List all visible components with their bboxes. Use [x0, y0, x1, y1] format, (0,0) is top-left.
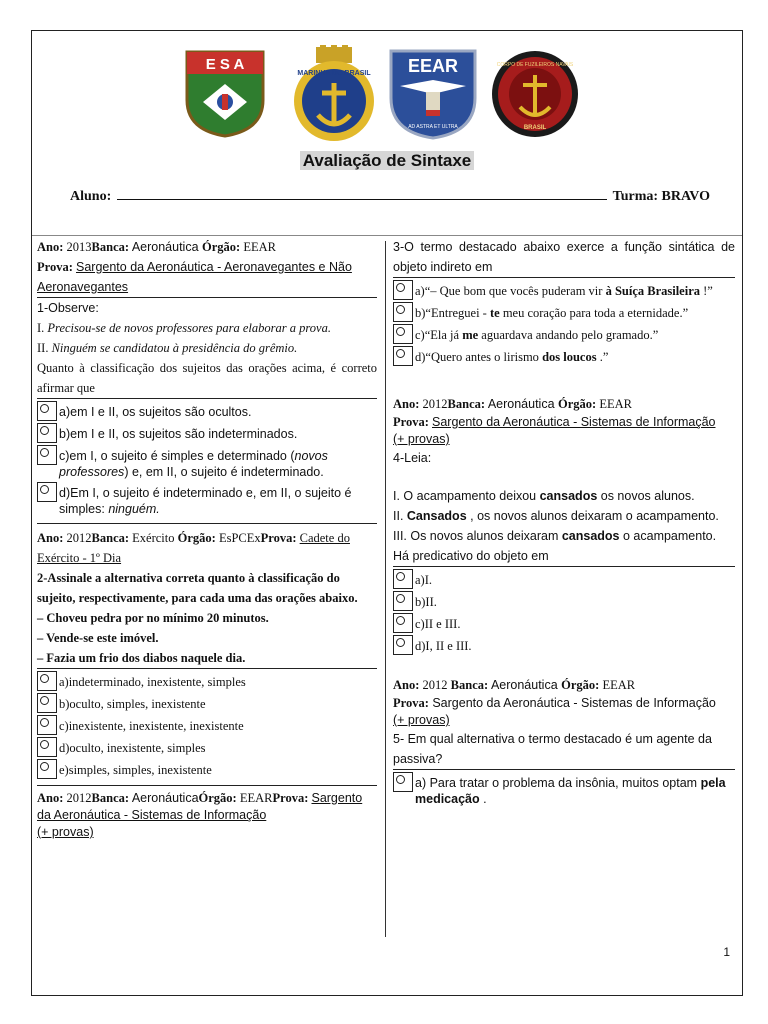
q3-meta: Ano: 2012Banca: AeronáuticaÓrgão: EEARProva: Sargento da Aeronáutica - Sistemas de Informação — [37, 791, 363, 822]
separator — [37, 785, 377, 786]
q3-prova-link[interactable]: Sargento da Aeronáutica - Sistemas de Informação — [37, 791, 363, 822]
logo-row — [32, 45, 742, 145]
fuzileiros-logo-text: CORPO DE FUZILEIROS NAVAIS — [496, 62, 574, 68]
q1-item-1: I. Precisou-se de novos professores para elaborar a prova. — [37, 321, 331, 335]
q2-option-c[interactable]: c)inexistente, inexistente, inexistente — [37, 715, 377, 735]
radio-icon[interactable] — [393, 772, 413, 792]
page-title-text: Avaliação de Sintaxe — [300, 151, 475, 170]
aluno-label: Aluno: — [70, 189, 112, 204]
q4-option-b[interactable]: b)II. — [393, 591, 735, 611]
q3-option-c[interactable]: c)“Ela já me aguardava andando pelo gramado.” — [393, 324, 735, 344]
q1-option-c[interactable]: c)em I, o sujeito é simples e determinado (novos professores) e, em II, o sujeito é indeterminado. — [37, 445, 377, 480]
left-column — [37, 237, 377, 841]
q1-prova: Prova: Sargento da Aeronáutica - Aeronavegantes e Não Aeronavegantes — [37, 257, 377, 298]
q4-option-d[interactable]: d)I, II e III. — [393, 635, 735, 655]
radio-icon[interactable] — [37, 693, 57, 713]
radio-icon[interactable] — [37, 759, 57, 779]
q2-sentence-1: – Choveu pedra por no mínimo 20 minutos. — [37, 611, 269, 625]
radio-icon[interactable] — [37, 445, 57, 465]
q4-option-c[interactable]: c)II e III. — [393, 613, 735, 633]
q1-meta: Ano: 2013Banca: Aeronáutica Órgão: EEAR — [37, 240, 276, 254]
q1-option-b[interactable]: b)em I e II, os sujeitos são indeterminados. — [37, 423, 377, 443]
q1-stem: Quanto à classificação dos sujeitos das orações acima, é correto afirmar que — [37, 358, 377, 399]
radio-icon[interactable] — [37, 715, 57, 735]
q1-item-2: II. Ninguém se candidatou à presidência do grêmio. — [37, 341, 298, 355]
q1-option-a[interactable]: a)em I e II, os sujeitos são ocultos. — [37, 401, 377, 421]
q2-option-b[interactable]: b)oculto, simples, inexistente — [37, 693, 377, 713]
marinha-logo-text: MARINHA DO BRASIL — [297, 70, 371, 77]
q3-option-d[interactable]: d)“Quero antes o lirismo dos loucos .” — [393, 346, 735, 366]
q3-stem: 3-O termo destacado abaixo exerce a função sintática de objeto indireto em — [393, 237, 735, 278]
radio-icon[interactable] — [393, 280, 413, 300]
page-title — [32, 151, 742, 171]
column-divider — [385, 241, 386, 937]
fuzileiros-logo — [490, 49, 580, 139]
aluno-input-line[interactable] — [117, 187, 606, 200]
q4-item-3: III. Os novos alunos deixaram cansados o acampamento. — [393, 529, 717, 543]
q4-option-a[interactable]: a)I. — [393, 569, 735, 589]
radio-icon[interactable] — [393, 324, 413, 344]
q4-header: 4-Leia: — [393, 451, 432, 465]
esa-logo-text: E S A — [205, 56, 245, 73]
q4-item-1: I. O acampamento deixou cansados os novos alunos. — [393, 489, 695, 503]
fuzileiros-sub-text: BRASIL — [523, 125, 547, 131]
q4-more-link[interactable]: (+ provas) — [393, 432, 450, 446]
radio-icon[interactable] — [393, 302, 413, 322]
q2-option-d[interactable]: d)oculto, inexistente, simples — [37, 737, 377, 757]
eear-logo-text: EEAR — [407, 56, 459, 76]
page-number: 1 — [723, 945, 730, 959]
q5-meta: Ano: 2012 Banca: Aeronáutica Órgão: EEAR — [393, 678, 636, 692]
q2-option-a[interactable]: a)indeterminado, inexistente, simples — [37, 671, 377, 691]
esa-logo — [185, 50, 265, 138]
eear-logo — [388, 48, 478, 140]
q1-prova-link[interactable]: Sargento da Aeronáutica - Aeronavegantes e Não Aeronavegantes — [37, 260, 352, 294]
q5-stem: 5- Em qual alternativa o termo destacado é um agente da passiva? — [393, 729, 735, 770]
q4-stem: Há predicativo do objeto em — [393, 546, 735, 567]
radio-icon[interactable] — [37, 482, 57, 502]
page-frame — [31, 30, 743, 996]
q2-prova-link[interactable]: Cadete do Exército - 1º Dia — [37, 531, 350, 565]
q4-item-2: II. Cansados , os novos alunos deixaram o acampamento. — [393, 509, 719, 523]
right-column — [393, 237, 735, 807]
radio-icon[interactable] — [393, 613, 413, 633]
separator — [37, 523, 377, 524]
q3-option-b[interactable]: b)“Entreguei - te meu coração para toda a eternidade.” — [393, 302, 735, 322]
q5-more-link[interactable]: (+ provas) — [393, 713, 450, 727]
q2-sentence-3: – Fazia um frio dos diabos naquele dia. — [37, 648, 377, 669]
q3-option-a[interactable]: a)“– Que bom que vocês puderam vir à Suíça Brasileira !” — [393, 280, 735, 300]
radio-icon[interactable] — [37, 737, 57, 757]
radio-icon[interactable] — [393, 635, 413, 655]
q4-prova-link[interactable]: Sargento da Aeronáutica - Sistemas de Informação — [432, 415, 716, 429]
q5-prova: Prova: Sargento da Aeronáutica - Sistemas de Informação — [393, 696, 716, 710]
aluno-line — [70, 187, 710, 205]
q4-prova: Prova: Sargento da Aeronáutica - Sistemas de Informação — [393, 415, 716, 429]
radio-icon[interactable] — [37, 671, 57, 691]
radio-icon[interactable] — [37, 401, 57, 421]
q2-sentence-2: – Vende-se este imóvel. — [37, 631, 159, 645]
radio-icon[interactable] — [37, 423, 57, 443]
radio-icon[interactable] — [393, 346, 413, 366]
radio-icon[interactable] — [393, 569, 413, 589]
q5-option-a[interactable]: a) Para tratar o problema da insônia, muitos optam pela medicação . — [393, 772, 735, 807]
radio-icon[interactable] — [393, 591, 413, 611]
q4-meta: Ano: 2012Banca: Aeronáutica Órgão: EEAR — [393, 397, 632, 411]
q2-meta: Ano: 2012Banca: Exército Órgão: EsPCExProva: Cadete do Exército - 1º Dia — [37, 531, 350, 565]
q1-option-d[interactable]: d)Em I, o sujeito é indeterminado e, em II, o sujeito é simples: ninguém. — [37, 482, 377, 517]
eear-motto-text: AD ASTRA ET ULTRA — [408, 124, 458, 130]
header-divider — [32, 235, 742, 236]
turma-label: Turma: BRAVO — [612, 189, 710, 204]
q3-more-link[interactable]: (+ provas) — [37, 825, 94, 839]
q2-option-e[interactable]: e)simples, simples, inexistente — [37, 759, 377, 779]
q2-stem: 2-Assinale a alternativa correta quanto à classificação do sujeito, respectivamente, para cada uma das orações abaixo. — [37, 571, 358, 605]
marinha-logo — [288, 45, 380, 143]
q1-header: 1-Observe: — [37, 301, 99, 315]
